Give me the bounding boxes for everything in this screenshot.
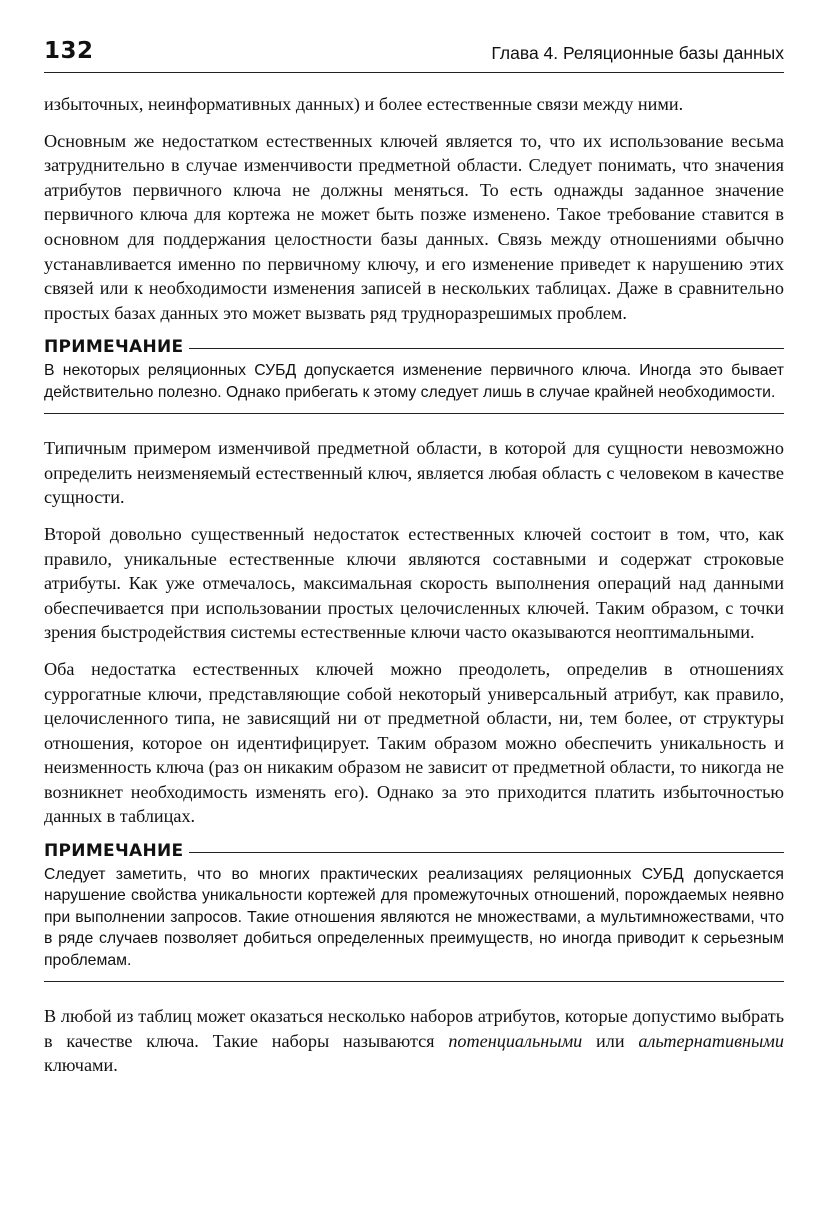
- note-box-2: [44, 841, 784, 982]
- term-alternative: альтернативными: [638, 1030, 785, 1051]
- page-number: 132: [44, 38, 94, 64]
- note-rule: [189, 348, 784, 349]
- page-header: [44, 38, 784, 73]
- note-heading: [44, 841, 784, 861]
- paragraph-6-start: В любой из таблиц может оказаться несколько наборов атрибутов, которые допустимо выбрать в качестве ключа. Такие наборы называются: [44, 1006, 784, 1051]
- paragraph-2: Основным же недостатком естественных ключей является то, что их использование весьма затруднительно в случае изменчивости предметной области. Следует понимать, что значения атрибутов первичного ключа не должны меняться. То есть однажды заданное значение первичного ключа для кортежа не может быть позже изменено. Такое требование ставится в основном для поддержания целостности базы данных. Связь между отношениями обычно устанавливается именно по первичному ключу, и его изменение приведет к нарушению этих связей или к необходимости изменения записей в нескольких таблицах. Даже в сравнительно простых базах данных это может вызвать ряд трудноразрешимых проблем.: [44, 130, 784, 323]
- note-box-1: [44, 337, 784, 414]
- term-potential: потенциальными: [448, 1030, 583, 1051]
- note-title: ПРИМЕЧАНИЕ: [44, 337, 184, 358]
- paragraph-6-end: ключами.: [44, 1055, 118, 1076]
- running-title: Глава 4. Реляционные базы данных: [491, 43, 784, 63]
- note-text: В некоторых реляционных СУБД допускается изменение первичного ключа. Иногда это бывает действительно полезно. Однако прибегать к этому следует лишь в случае крайней необходимости.: [44, 362, 784, 401]
- paragraph-4: Второй довольно существенный недостаток естественных ключей состоит в том, что, как правило, уникальные естественные ключи являются составными и содержат строковые атрибуты. Как уже отмечалось, максимальная скорость выполнения операций над данными обеспечивается при использовании простых целочисленных ключей. Таким образом, с точки зрения быстродействия системы естественные ключи часто оказываются неоптимальными.: [44, 523, 784, 643]
- paragraph-6: [44, 1004, 784, 1078]
- paragraph-3: Типичным примером изменчивой предметной области, в которой для сущности невозможно определить неизменяемый естественный ключ, является любая область с человеком в качестве сущности.: [44, 438, 784, 508]
- note-rule: [189, 852, 784, 853]
- note-text: Следует заметить, что во многих практических реализациях реляционных СУБД допускается нарушение свойства уникальности кортежей для промежуточных отношений, порождаемых неявно при выполнении запросов. Такие отношения являются не множествами, а мультимножествами, что в ряде случаев позволяет добиться определенных преимуществ, но иногда приводит к серьезным проблемам.: [44, 866, 784, 969]
- note-title: ПРИМЕЧАНИЕ: [44, 841, 184, 862]
- paragraph-1: избыточных, неинформативных данных) и более естественные связи между ними.: [44, 94, 684, 114]
- note-heading: [44, 337, 784, 357]
- page-content: [44, 92, 784, 1090]
- paragraph-5: Оба недостатка естественных ключей можно преодолеть, определив в отношениях суррогатные ключи, представляющие собой некоторый универсальный атрибут, как правило, целочисленного типа, не зависящий ни от предметной области, ни, тем более, от структуры отношения, которое он идентифицирует. Таким образом можно обеспечить уникальность и неизменность ключа (раз он никаким образом не зависит от предметной области, то никогда не возникнет необходимость изменять его). Однако за это приходится платить избыточностью данных в таблицах.: [44, 658, 784, 827]
- paragraph-6-mid: или: [582, 1030, 639, 1051]
